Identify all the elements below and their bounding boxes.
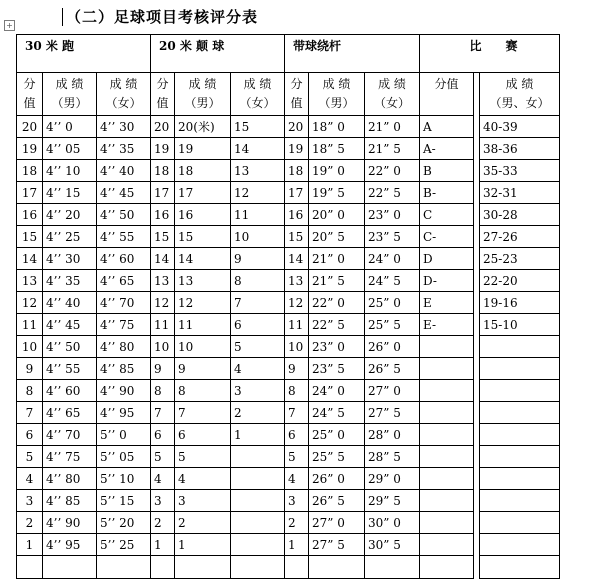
table-cell: B: [420, 160, 474, 182]
table-row: [17, 424, 560, 446]
table-cell: [420, 424, 474, 446]
header-30m-run: 30 米 跑: [17, 35, 151, 73]
table-cell: 11: [151, 314, 175, 336]
table-cell: 1: [175, 534, 231, 556]
header-dribbling: 带球绕杆: [285, 35, 420, 73]
table-cell: 11: [231, 204, 285, 226]
table-cell: 4’’ 45: [43, 314, 97, 336]
table-cell: 18” 0: [309, 116, 365, 138]
table-cell: 22” 0: [309, 292, 365, 314]
table-cell: 10: [175, 336, 231, 358]
sub-contest-result: 成 绩 （男、女）: [480, 73, 560, 116]
table-cell: 4’’ 75: [97, 314, 151, 336]
table-cell: 7: [231, 292, 285, 314]
table-row: [17, 226, 560, 248]
table-cell: E-: [420, 314, 474, 336]
table-cell: 14: [17, 248, 43, 270]
sub-male: 成 绩 （男）: [175, 73, 231, 116]
table-row: [17, 270, 560, 292]
table-cell: 7: [151, 402, 175, 424]
table-cell: 4’’ 55: [97, 226, 151, 248]
table-cell: [285, 556, 309, 579]
table-cell: 5’’ 25: [97, 534, 151, 556]
table-cell: [43, 556, 97, 579]
table-cell: 10: [151, 336, 175, 358]
table-cell: 12: [285, 292, 309, 314]
table-cell: 9: [175, 358, 231, 380]
table-cell: 17: [175, 182, 231, 204]
table-cell: 20(米): [175, 116, 231, 138]
table-cell: 18: [285, 160, 309, 182]
table-cell: 19: [17, 138, 43, 160]
table-cell: 4’’ 30: [97, 116, 151, 138]
table-cell: 4’’ 35: [97, 138, 151, 160]
table-row: [17, 336, 560, 358]
table-cell: 4’’ 40: [43, 292, 97, 314]
table-cell: 13: [285, 270, 309, 292]
blank-row: [17, 556, 560, 579]
table-cell: 27” 5: [309, 534, 365, 556]
table-cell: 12: [17, 292, 43, 314]
table-cell: [231, 512, 285, 534]
table-cell: 38-36: [480, 138, 560, 160]
table-cell: 5: [151, 446, 175, 468]
table-cell: [420, 556, 474, 579]
table-cell: 40-39: [480, 116, 560, 138]
table-cell: 15: [285, 226, 309, 248]
table-cell: D-: [420, 270, 474, 292]
table-cell: [231, 490, 285, 512]
table-cell: 15: [175, 226, 231, 248]
table-cell: 7: [175, 402, 231, 424]
table-cell: 3: [175, 490, 231, 512]
table-cell: 4: [17, 468, 43, 490]
table-cell: 4’’ 65: [97, 270, 151, 292]
table-cell: 5’’ 05: [97, 446, 151, 468]
table-cell: 19” 0: [309, 160, 365, 182]
table-cell: 18: [151, 160, 175, 182]
table-cell: 9: [231, 248, 285, 270]
table-cell: 26” 0: [309, 468, 365, 490]
table-cell: 15-10: [480, 314, 560, 336]
table-cell: 5’’ 0: [97, 424, 151, 446]
table-cell: 5: [17, 446, 43, 468]
page-title: （二）足球项目考核评分表: [66, 8, 259, 26]
table-cell: 15: [151, 226, 175, 248]
table-cell: 11: [175, 314, 231, 336]
table-cell: 22” 0: [365, 160, 420, 182]
table-cell: 11: [17, 314, 43, 336]
table-cell: [231, 534, 285, 556]
table-cell: 6: [231, 314, 285, 336]
table-cell: [151, 556, 175, 579]
table-cell: 16: [151, 204, 175, 226]
table-cell: [480, 468, 560, 490]
table-cell: 13: [231, 160, 285, 182]
table-cell: [480, 424, 560, 446]
table-row: [17, 534, 560, 556]
table-cell: 19: [151, 138, 175, 160]
table-cell: 19” 5: [309, 182, 365, 204]
table-cell: 4’’ 40: [97, 160, 151, 182]
table-cell: 24” 0: [309, 380, 365, 402]
table-cell: 29” 5: [365, 490, 420, 512]
table-cell: 2: [285, 512, 309, 534]
table-cell: 22-20: [480, 270, 560, 292]
table-cell: 29” 0: [365, 468, 420, 490]
table-cell: [420, 446, 474, 468]
table-cell: [17, 556, 43, 579]
table-cell: 12: [175, 292, 231, 314]
table-cell: 11: [285, 314, 309, 336]
table-row: [17, 490, 560, 512]
table-cell: 4’’ 30: [43, 248, 97, 270]
table-cell: 4’’ 20: [43, 204, 97, 226]
table-cell: 17: [151, 182, 175, 204]
table-cell: 19-16: [480, 292, 560, 314]
table-cell: 4’’ 85: [43, 490, 97, 512]
table-cell: 5’’ 20: [97, 512, 151, 534]
table-cell: 17: [285, 182, 309, 204]
table-cell: 4: [285, 468, 309, 490]
table-cell: [365, 556, 420, 579]
table-cell: 20” 5: [309, 226, 365, 248]
table-cell: 1: [231, 424, 285, 446]
table-cell: 22” 5: [365, 182, 420, 204]
table-cell: 4’’ 60: [43, 380, 97, 402]
table-anchor-icon[interactable]: +: [4, 20, 15, 31]
table-cell: [480, 490, 560, 512]
table-cell: 3: [231, 380, 285, 402]
table-cell: 9: [151, 358, 175, 380]
table-cell: 15: [231, 116, 285, 138]
table-cell: 21” 0: [309, 248, 365, 270]
table-cell: B-: [420, 182, 474, 204]
table-cell: 5: [175, 446, 231, 468]
table-cell: [480, 336, 560, 358]
table-cell: 14: [175, 248, 231, 270]
table-cell: 4’’ 60: [97, 248, 151, 270]
table-cell: 4’’ 80: [97, 336, 151, 358]
table-cell: 16: [17, 204, 43, 226]
table-cell: [231, 446, 285, 468]
table-cell: 5’’ 10: [97, 468, 151, 490]
table-row: [17, 446, 560, 468]
table-cell: 3: [17, 490, 43, 512]
table-cell: 25” 0: [309, 424, 365, 446]
table-cell: 4’’ 90: [97, 380, 151, 402]
table-cell: [231, 556, 285, 579]
table-cell: 4’’ 55: [43, 358, 97, 380]
table-cell: 4’’ 95: [97, 402, 151, 424]
table-cell: 13: [151, 270, 175, 292]
table-cell: 26” 5: [309, 490, 365, 512]
table-cell: 7: [17, 402, 43, 424]
table-cell: E: [420, 292, 474, 314]
table-cell: 30” 5: [365, 534, 420, 556]
table-row: [17, 182, 560, 204]
table-cell: 28” 0: [365, 424, 420, 446]
table-cell: 8: [285, 380, 309, 402]
table-row: [17, 402, 560, 424]
table-cell: 2: [231, 402, 285, 424]
table-cell: 20: [17, 116, 43, 138]
table-row: [17, 248, 560, 270]
table-cell: 5’’ 15: [97, 490, 151, 512]
table-cell: [480, 534, 560, 556]
table-cell: 4’’ 65: [43, 402, 97, 424]
table-cell: [480, 512, 560, 534]
table-row: [17, 116, 560, 138]
table-cell: 4’’ 70: [97, 292, 151, 314]
table-cell: 3: [151, 490, 175, 512]
table-cell: 15: [17, 226, 43, 248]
table-cell: 4’’ 50: [43, 336, 97, 358]
table-cell: [309, 556, 365, 579]
table-cell: 7: [285, 402, 309, 424]
table-cell: 4’’ 85: [97, 358, 151, 380]
sub-female: 成 绩 （女）: [97, 73, 151, 116]
table-cell: 4: [231, 358, 285, 380]
table-cell: 4’’ 50: [97, 204, 151, 226]
table-cell: D: [420, 248, 474, 270]
table-cell: 18: [175, 160, 231, 182]
table-cell: [480, 446, 560, 468]
table-cell: 25” 5: [309, 446, 365, 468]
group-header-row: [17, 35, 560, 73]
header-20m-juggling: 20 米 颠 球: [151, 35, 285, 73]
table-cell: 9: [17, 358, 43, 380]
table-cell: 2: [175, 512, 231, 534]
table-cell: 16: [285, 204, 309, 226]
table-cell: [231, 468, 285, 490]
title-row: [0, 6, 603, 28]
table-cell: 4: [175, 468, 231, 490]
table-cell: 10: [231, 226, 285, 248]
table-cell: 13: [175, 270, 231, 292]
table-cell: [480, 402, 560, 424]
table-cell: 24” 5: [365, 270, 420, 292]
table-cell: [420, 490, 474, 512]
table-cell: 4’’ 75: [43, 446, 97, 468]
table-cell: A-: [420, 138, 474, 160]
table-row: [17, 512, 560, 534]
table-cell: 21” 5: [365, 138, 420, 160]
table-cell: 5: [231, 336, 285, 358]
table-cell: 20: [285, 116, 309, 138]
table-cell: 12: [231, 182, 285, 204]
table-cell: 13: [17, 270, 43, 292]
table-cell: C: [420, 204, 474, 226]
table-cell: 25” 5: [365, 314, 420, 336]
table-cell: 26” 5: [365, 358, 420, 380]
table-cell: [480, 380, 560, 402]
table-cell: 8: [231, 270, 285, 292]
table-cell: [420, 534, 474, 556]
sub-score: 分 值: [17, 73, 43, 116]
header-match: 比 赛: [420, 35, 560, 73]
table-cell: 1: [285, 534, 309, 556]
table-cell: [420, 380, 474, 402]
table-cell: 8: [17, 380, 43, 402]
table-cell: 9: [285, 358, 309, 380]
sub-score: 分 值: [285, 73, 309, 116]
table-cell: 23” 5: [309, 358, 365, 380]
table-cell: [97, 556, 151, 579]
table-cell: 8: [151, 380, 175, 402]
table-cell: 4’’ 15: [43, 182, 97, 204]
table-cell: [480, 556, 560, 579]
table-cell: 22” 5: [309, 314, 365, 336]
sub-female: 成 绩 （女）: [231, 73, 285, 116]
sub-score: 分 值: [151, 73, 175, 116]
table-cell: 17: [17, 182, 43, 204]
table-cell: [175, 556, 231, 579]
table-cell: 26” 0: [365, 336, 420, 358]
table-cell: 12: [151, 292, 175, 314]
table-cell: [480, 358, 560, 380]
table-cell: 4’’ 10: [43, 160, 97, 182]
table-cell: 14: [285, 248, 309, 270]
table-cell: 10: [285, 336, 309, 358]
score-table: [16, 34, 560, 579]
table-cell: 27” 0: [309, 512, 365, 534]
table-cell: 18: [17, 160, 43, 182]
table-cell: 4’’ 70: [43, 424, 97, 446]
sub-female: 成 绩 （女）: [365, 73, 420, 116]
table-cell: 4’’ 35: [43, 270, 97, 292]
table-cell: 4’’ 05: [43, 138, 97, 160]
table-cell: 4’’ 25: [43, 226, 97, 248]
table-cell: 18” 5: [309, 138, 365, 160]
table-cell: 30” 0: [365, 512, 420, 534]
table-cell: 4’’ 90: [43, 512, 97, 534]
table-cell: 24” 0: [365, 248, 420, 270]
table-cell: 1: [17, 534, 43, 556]
table-cell: 19: [175, 138, 231, 160]
table-cell: 25” 0: [365, 292, 420, 314]
table-cell: 35-33: [480, 160, 560, 182]
table-cell: [420, 468, 474, 490]
table-cell: [420, 512, 474, 534]
table-cell: 25-23: [480, 248, 560, 270]
table-cell: 27” 5: [365, 402, 420, 424]
table-cell: 8: [175, 380, 231, 402]
table-cell: 20” 0: [309, 204, 365, 226]
sub-male: 成 绩 （男）: [43, 73, 97, 116]
table-row: [17, 468, 560, 490]
table-cell: 4’’ 80: [43, 468, 97, 490]
table-cell: 30-28: [480, 204, 560, 226]
sub-header-row: [17, 73, 560, 116]
table-cell: 23” 0: [309, 336, 365, 358]
sub-male: 成 绩 （男）: [309, 73, 365, 116]
table-cell: 21” 0: [365, 116, 420, 138]
table-cell: 1: [151, 534, 175, 556]
table-row: [17, 358, 560, 380]
table-cell: 19: [285, 138, 309, 160]
table-row: [17, 138, 560, 160]
table-cell: 16: [175, 204, 231, 226]
table-cell: 4’’ 45: [97, 182, 151, 204]
table-row: [17, 380, 560, 402]
table-row: [17, 314, 560, 336]
table-cell: 23” 0: [365, 204, 420, 226]
table-row: [17, 204, 560, 226]
table-cell: 4: [151, 468, 175, 490]
table-cell: 4’’ 95: [43, 534, 97, 556]
table-cell: 27-26: [480, 226, 560, 248]
table-cell: 6: [175, 424, 231, 446]
table-row: [17, 160, 560, 182]
table-cell: C-: [420, 226, 474, 248]
table-cell: 6: [151, 424, 175, 446]
table-cell: 32-31: [480, 182, 560, 204]
table-cell: [420, 358, 474, 380]
table-cell: 23” 5: [365, 226, 420, 248]
table-cell: 28” 5: [365, 446, 420, 468]
table-cell: 4’’ 0: [43, 116, 97, 138]
table-cell: 6: [17, 424, 43, 446]
table-cell: 27” 0: [365, 380, 420, 402]
table-cell: A: [420, 116, 474, 138]
table-cell: 3: [285, 490, 309, 512]
table-cell: 6: [285, 424, 309, 446]
table-cell: 20: [151, 116, 175, 138]
table-cell: 10: [17, 336, 43, 358]
table-cell: 14: [151, 248, 175, 270]
table-cell: 24” 5: [309, 402, 365, 424]
table-cell: [420, 402, 474, 424]
sub-contest-score: 分值: [420, 73, 474, 116]
table-cell: 5: [285, 446, 309, 468]
table-cell: 2: [17, 512, 43, 534]
table-row: [17, 292, 560, 314]
table-cell: 2: [151, 512, 175, 534]
table-cell: [420, 336, 474, 358]
text-cursor: [62, 8, 63, 26]
table-cell: 14: [231, 138, 285, 160]
table-cell: 21” 5: [309, 270, 365, 292]
